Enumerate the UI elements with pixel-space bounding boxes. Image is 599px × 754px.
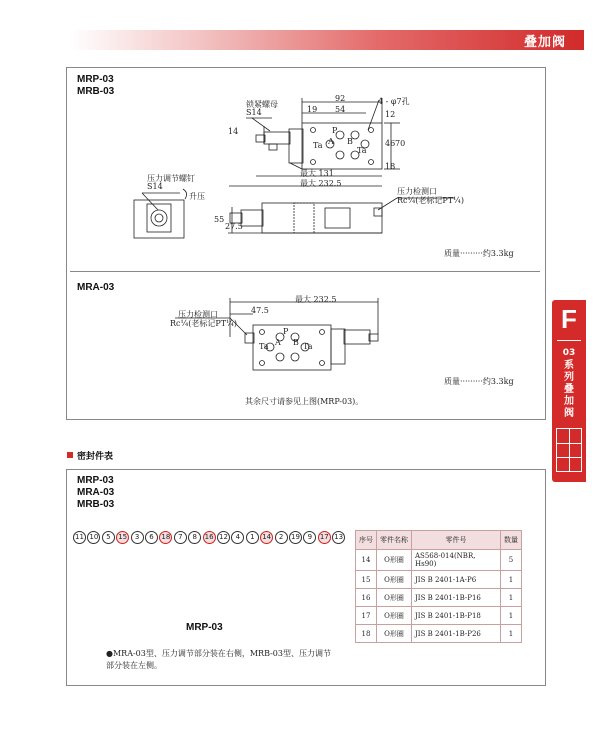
dim-14: 14 <box>228 127 239 136</box>
table-cell: 17 <box>356 607 377 625</box>
mra-port-B: B <box>293 338 299 347</box>
port-Ta: Ta <box>357 146 367 155</box>
model-label-mrb: MRB-03 <box>77 86 115 97</box>
seal-note: ●MRA-03型、压力调节部分装在右侧，MRB-03型、压力调节部分装在左侧。 <box>106 649 331 670</box>
weight-mrp: 质量·········约3.3kg <box>444 249 514 258</box>
table-header-cell: 数量 <box>501 531 522 550</box>
seal-model-mrb: MRB-03 <box>77 499 115 510</box>
part-bubble-3: 3 <box>131 531 144 544</box>
model-label-mrp: MRP-03 <box>77 74 114 85</box>
port-A: A <box>328 137 334 146</box>
table-cell: JIS B 2401-1A-P6 <box>412 571 501 589</box>
table-header-cell: 序号 <box>356 531 377 550</box>
weight-mra: 质量·········约3.3kg <box>444 377 514 386</box>
port-P: P <box>332 126 338 135</box>
mra-dim-max232: 最大 232.5 <box>295 295 337 304</box>
seal-model-mra: MRA-03 <box>77 487 115 498</box>
table-cell: 15 <box>356 571 377 589</box>
seal-section-title: 密封件表 <box>67 449 113 462</box>
part-bubble-10: 10 <box>87 531 100 544</box>
lock-nut-size: S14 <box>246 108 262 117</box>
dim-54: 54 <box>335 105 346 114</box>
table-row <box>356 589 522 607</box>
dim-18: 18 <box>385 162 396 171</box>
part-bubble-5: 5 <box>102 531 115 544</box>
dim-46: 46 <box>385 139 396 148</box>
part-bubble-15: 15 <box>116 531 129 544</box>
table-cell: JIS B 2401-1B-P18 <box>412 607 501 625</box>
adjust-screw-callout: 压力调节螺钉 <box>147 174 195 183</box>
side-tab-text: 系 列 叠 加 阀 <box>564 360 574 419</box>
part-bubble-7: 7 <box>174 531 187 544</box>
dim-max232: 最大 232.5 <box>300 179 342 188</box>
part-bubble-2: 2 <box>275 531 288 544</box>
part-bubble-19: 19 <box>289 531 302 544</box>
part-bubble-6: 6 <box>145 531 158 544</box>
dim-max131: 最大 131 <box>300 169 334 178</box>
table-cell: 14 <box>356 550 377 571</box>
mra-note: 其余尺寸请参见上图(MRP-03)。 <box>245 397 364 406</box>
mra-port-Ta-left: Ta <box>259 342 269 351</box>
table-header-cell: 零件名称 <box>377 531 412 550</box>
page-title: 叠加阀 <box>523 35 566 50</box>
table-cell: O形圈 <box>377 589 412 607</box>
table-cell: O形圈 <box>377 550 412 571</box>
dim-12: 12 <box>385 110 396 119</box>
table-cell: 16 <box>356 589 377 607</box>
side-tab-number: 03 <box>562 348 576 358</box>
gauge-port-spec: Rc¼(老标记PT¼) <box>397 196 464 205</box>
table-cell: JIS B 2401-1B-P16 <box>412 589 501 607</box>
adjust-screw-size: S14 <box>147 182 163 191</box>
table-cell: O形圈 <box>377 607 412 625</box>
dim-92: 92 <box>335 94 346 103</box>
table-header-cell: 零件号 <box>412 531 501 550</box>
part-bubble-18: 18 <box>159 531 172 544</box>
table-row <box>356 571 522 589</box>
table-cell: AS568-014(NBR, Hs90) <box>412 550 501 571</box>
dim-27-5: 27.5 <box>225 222 243 231</box>
mra-port-A: A <box>275 338 281 347</box>
part-bubble-13: 13 <box>332 531 345 544</box>
port-B: B <box>347 137 353 146</box>
part-bubble-12: 12 <box>217 531 230 544</box>
table-row <box>356 607 522 625</box>
mra-gauge-port-callout: 压力检测口 <box>178 310 218 319</box>
part-bubble-8: 8 <box>188 531 201 544</box>
table-row <box>356 550 522 571</box>
mra-dim-47-5: 47.5 <box>251 306 269 315</box>
rise-label: 升压 <box>189 192 205 201</box>
part-bubble-4: 4 <box>231 531 244 544</box>
table-cell: 1 <box>501 625 522 643</box>
mra-port-Ta-right: Ta <box>303 342 313 351</box>
seal-parts-table <box>355 530 522 643</box>
part-bubble-9: 9 <box>303 531 316 544</box>
table-cell: JIS B 2401-1B-P26 <box>412 625 501 643</box>
dim-55: 55 <box>214 215 225 224</box>
part-bubble-16: 16 <box>203 531 216 544</box>
model-label-mra: MRA-03 <box>77 282 115 293</box>
mra-gauge-port-spec: Rc¼(老标记PT¼) <box>170 319 237 328</box>
table-cell: O形圈 <box>377 571 412 589</box>
side-tab-letter: F <box>561 304 577 334</box>
table-row <box>356 625 522 643</box>
port-T: Ta <box>313 141 323 150</box>
table-cell: 5 <box>501 550 522 571</box>
dim-19: 19 <box>307 105 318 114</box>
mra-port-P: P <box>283 327 289 336</box>
dim-70: 70 <box>395 139 406 148</box>
part-bubble-1: 1 <box>246 531 259 544</box>
section-bullet <box>67 452 73 458</box>
part-bubble-14: 14 <box>260 531 273 544</box>
seal-drawing-label: MRP-03 <box>186 622 223 633</box>
lock-nut-callout: 锁紧螺母 <box>246 100 278 109</box>
table-cell: O形圈 <box>377 625 412 643</box>
table-cell: 1 <box>501 607 522 625</box>
seal-model-mrp: MRP-03 <box>77 475 114 486</box>
table-cell: 1 <box>501 571 522 589</box>
table-cell: 1 <box>501 589 522 607</box>
table-cell: 18 <box>356 625 377 643</box>
part-number-bubbles <box>73 531 348 545</box>
dim-holes: 4 - φ7孔 <box>378 97 410 106</box>
part-bubble-11: 11 <box>73 531 86 544</box>
panel-divider <box>70 271 540 272</box>
part-bubble-17: 17 <box>318 531 331 544</box>
gauge-port-callout: 压力检测口 <box>397 187 437 196</box>
